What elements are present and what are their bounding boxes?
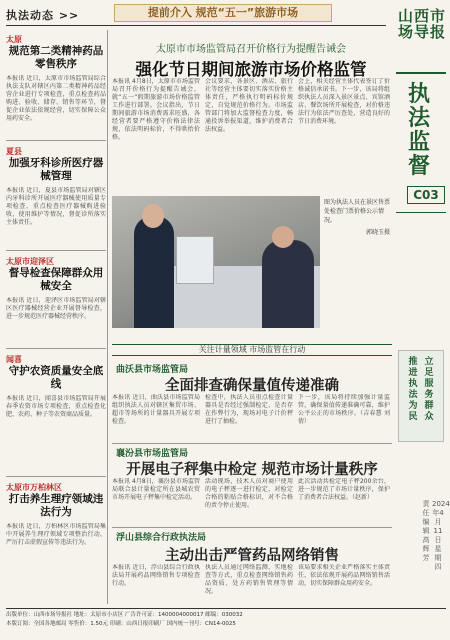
article-divider [6,476,106,477]
story4-headline: 主动出击严管药品网络销售 [165,547,339,564]
slogan-line-a: 立足服务群众 [424,357,434,422]
article-divider [6,348,106,349]
story-divider [112,443,392,444]
photo-officer [134,216,174,328]
photo-caption-text: 图为执法人员在景区售票处检查门票价格公示情况。 [324,199,391,224]
left-article [6,354,106,475]
editor-info: 责任编辑 高辉芳 [422,500,430,562]
story3-column-3: 此次活动共检定电子秤200余台，进一步规范了市场计量秩序，保护了消费者合法权益。（赵新） [298,478,390,501]
issue-date: 2024年4月11日 星期四 [432,500,450,571]
story2-column-1: 本报讯 近日，曲沃县市场监管局组织执法人员对辖区集贸市场、超市等场所的计量器具开展专项检查。 [112,394,200,425]
story4-column-1: 本报讯 近日，浮山县综合行政执法局开展药品网络销售专项检查行动。 [112,564,200,587]
article-body: 本报讯 近日，太原市市场监管局综合执法支队对辖区内第二类精神药品经营企业进行专项检查，重点检查药品购进、验收、储存、销售等环节，督促企业依法依规经营，切实保障公众用药安全。 [6,75,106,122]
article-title: 打击养生理疗领域违法行为 [8,493,104,518]
section-tag: 执法动态 >> [6,9,80,22]
article-body: 本报讯 近日，迎泽区市场监管局对辖区医疗器械经营企业开展督导检查，进一步规范医疗器械经营秩序。 [6,297,106,320]
photo-staff [262,240,314,328]
slogan-line-b: 推进执法为民 [408,357,418,422]
story2-column-2: 检查中，执法人员重点检查计量器具是否经过强制检定、是否存在作弊行为，现场对电子计价秤进行了抽检。 [205,394,293,425]
article-body: 本报讯 近日，夏县市场监管局对辖区内牙科诊所开展医疗器械使用质量专项检查，重点检查医疗器械购进验收、使用维护等情况，督促诊所落实主体责任。 [6,187,106,226]
left-news-column [6,30,108,604]
article-divider [6,140,106,141]
story4-region: 浮山县综合行政执法局 [116,533,207,543]
left-article [6,34,106,131]
article-region: 闻喜 [6,355,22,364]
masthead [396,8,448,40]
page-footer [6,608,446,636]
story4-column-2: 执法人员通过网络监测、实地检查等方式，重点检查网络销售药品资质、处方药销售管理等情况。 [205,564,293,595]
article-title: 督导检查保障群众用械安全 [8,267,104,292]
photo-staff-head [272,226,294,248]
story2-headline: 全面排查确保量值传递准确 [165,377,339,394]
article-title: 守护农资质量安全底线 [8,365,104,390]
photo-credit: 郭晓玉摄 [365,229,390,236]
topic-divider: 关注计量领域 市场监管在行动 [112,344,392,356]
article-region: 夏县 [6,147,22,156]
slogan-box [398,350,444,442]
story1-column-3: 会上，相关经营主体代表签订了价格诚信承诺书。下一步，该局将组织执法人员深入景区景点、宾馆酒店、餐饮场所开展检查，对价格违法行为依法严厉查处，营造良好的节日消费环境。 [298,78,390,125]
theme-banner: 提前介入 规范“五一”旅游市场 [114,4,332,22]
photo-officer-head [142,204,164,228]
story4-column-3: 该局要求相关企业严格落实主体责任，依法依规开展药品网络销售活动，切实保障群众用药安全。 [298,564,390,587]
story1-headline: 强化节日期间旅游市场价格监管 [135,60,367,79]
left-article [6,256,106,345]
article-body: 本报讯 近日，闻喜县市场监管局开展春季农资市场专项检查，重点检查化肥、农药、种子等农资商品质量。 [6,395,106,418]
footer-line-2: 本版订阅：全国各地邮局 零售价：1.50元 印刷：山西日报印刷厂 国内统一刊号：CN14-0025 [6,621,236,627]
masthead-rule [396,72,446,74]
article-title: 加强牙科诊所医疗器械管理 [8,157,104,182]
story-divider [112,527,392,528]
column-title: 执法监督 [407,81,430,179]
left-article [6,146,106,243]
story1-photo [112,196,320,328]
page-number: C03 [407,186,445,204]
story3-headline: 开展电子秤集中检定 规范市场计量秩序 [126,461,378,478]
story1-column-2: 会议要求，各景区、酒店、旅行社等经营主体要切实落实价格主体责任，严格执行明码标价规定，自觉规范价格行为。市场监管部门将加大监督检查力度，畅通投诉举报渠道，维护消费者合法权益。 [205,78,293,133]
article-divider [6,250,106,251]
story2-column-3: 下一步，该局将持续加强计量监管，确保量值传递准确可靠，维护公平公正的市场秩序。（吉春慧 刘倩） [298,394,390,425]
article-region: 太原市万柏林区 [6,483,62,492]
photo-caption [324,198,390,328]
story1-column-1: 本报讯 4月8日，太原市市场监管局召开价格行为提醒告诫会，就“五一”假期旅游市场价格监管工作进行部署。会议指出，节日期间旅游市场消费需求旺盛，各经营者要严格遵守价格法律法规，依法明码标价，不得哄抬价格。 [112,78,200,141]
footer-line-1: 出版单位：山西市场导报社 地址：太原市小店区 广告许可证：1400004000017 邮编：030032 [6,612,243,618]
article-body: 本报讯 近日，万柏林区市场监管局集中开展养生理疗领域专项整治行动，严厉打击虚假宣传等违法行为。 [6,523,106,546]
masthead-rule-bottom [396,212,446,213]
left-article [6,482,106,603]
top-bar [6,4,386,26]
article-title: 规范第二类精神药品零售秩序 [8,45,104,70]
story3-column-1: 本报讯 4月8日，襄汾县市场监管局联合县计量检定所在县城农贸市场开展电子秤集中检定活动。 [112,478,200,501]
article-region: 太原市迎泽区 [6,257,54,266]
story1-kicker: 太原市市场监管局召开价格行为提醒告诫会 [156,44,346,55]
story3-column-2: 活动现场，技术人员对商户使用的电子秤逐一进行检定，对检定合格的粘贴合格标识，对不合格的责令停止使用。 [205,478,293,509]
article-region: 太原 [6,35,22,44]
photo-price-sign [176,236,214,284]
story2-region: 曲沃县市场监管局 [116,365,189,375]
story3-region: 襄汾县市场监管局 [116,449,189,459]
masthead-logo: 山西市场导报 [397,7,446,41]
